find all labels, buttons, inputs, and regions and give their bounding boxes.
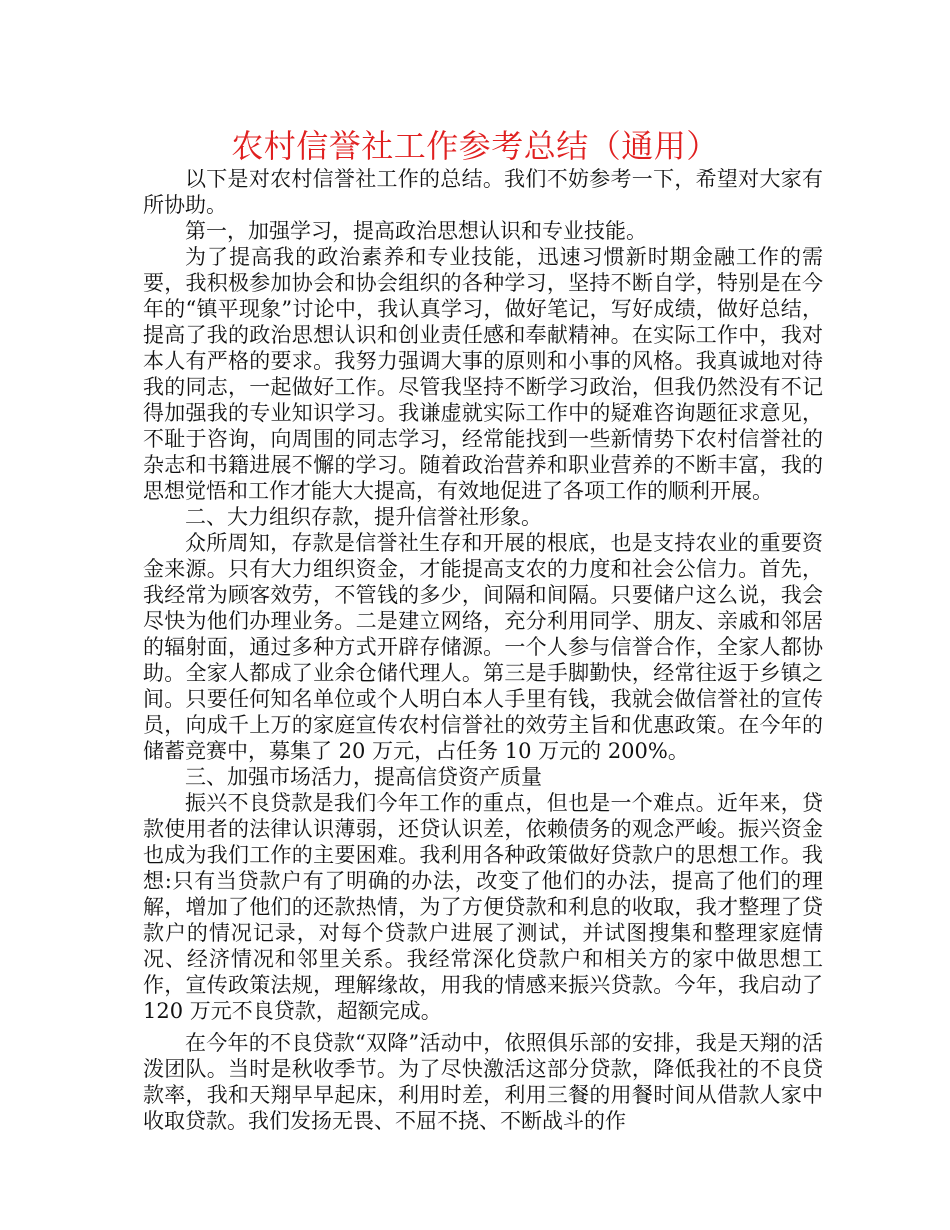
document-title: 农村信誉社工作参考总结（通用） — [231, 127, 719, 165]
section-3-paragraph-2: 在今年的不良贷款“双降”活动中，依照俱乐部的安排，我是天翔的活泼团队。当时是秋收季节。为了尽快激活这部分贷款，降低我社的不良贷款率，我和天翔早早起床，利用时差，利用三餐的用餐时间从借款人家中收取贷款。我们发扬无畏、不屈不挠、不断战斗的作 — [143, 1031, 823, 1133]
intro-paragraph: 以下是对农村信誉社工作的总结。我们不妨参考一下，希望对大家有所协助。 — [143, 167, 823, 217]
section-heading-3: 三、加强市场活力，提高信贷资产质量 — [185, 765, 542, 789]
section-heading-1: 第一，加强学习，提高政治思想认识和专业技能。 — [185, 219, 647, 243]
document-body — [143, 166, 823, 1134]
section-heading-2: 二、大力组织存款，提升信誉社形象。 — [185, 505, 542, 529]
section-3-paragraph: 振兴不良贷款是我们今年工作的重点，但也是一个难点。近年来，贷款使用者的法律认识薄弱，还贷认识差，依赖债务的观念严峻。振兴资金也成为我们工作的主要困难。我利用各种政策做好贷款户的思想工作。我想:只有当贷款户有了明确的办法，改变了他们的办法，提高了他们的理解，增加了他们的还款热情，为了方便贷款和利息的收取，我才整理了贷款户的情况记录，对每个贷款户进展了测试，并试图搜集和整理家庭情况、经济情况和邻里关系。我经常深化贷款户和相关方的家中做思想工作，宣传政策法规，理解缘故，用我的情感来振兴贷款。今年，我启动了 120 万元不良贷款，超额完成。 — [143, 791, 823, 1023]
section-1-paragraph: 为了提高我的政治素养和专业技能，迅速习惯新时期金融工作的需要，我积极参加协会和协会组织的各种学习，坚持不断自学，特别是在今年的“镇平现象”讨论中，我认真学习，做好笔记，写好成绩，做好总结，提高了我的政治思想认识和创业责任感和奉献精神。在实际工作中，我对本人有严格的要求。我努力强调大事的原则和小事的风格。我真诚地对待我的同志，一起做好工作。尽管我坚持不断学习政治，但我仍然没有不记得加强我的专业知识学习。我谦虚就实际工作中的疑难咨询题征求意见，不耻于咨询，向周围的同志学习，经常能找到一些新情势下农村信誉社的杂志和书籍进展不懈的学习。随着政治营养和职业营养的不断丰富，我的思想觉悟和工作才能大大提高，有效地促进了各项工作的顺利开展。 — [143, 245, 823, 503]
section-2-paragraph: 众所周知，存款是信誉社生存和开展的根底，也是支持农业的重要资金来源。只有大力组织资金，才能提高支农的力度和社会公信力。首先，我经常为顾客效劳，不管钱的多少，间隔和间隔。只要储户这么说，我会尽快为他们办理业务。二是建立网络，充分利用同学、朋友、亲戚和邻居的辐射面，通过多种方式开辟存储源。一个人参与信誉合作，全家人都协助。全家人都成了业余仓储代理人。第三是手脚勤快，经常往返于乡镇之间。只要任何知名单位或个人明白本人手里有钱，我就会做信誉社的宣传员，向成千上万的家庭宣传农村信誉社的效劳主旨和优惠政策。在今年的储蓄竞赛中，募集了 20 万元，占任务 10 万元的 200%。 — [143, 531, 823, 763]
